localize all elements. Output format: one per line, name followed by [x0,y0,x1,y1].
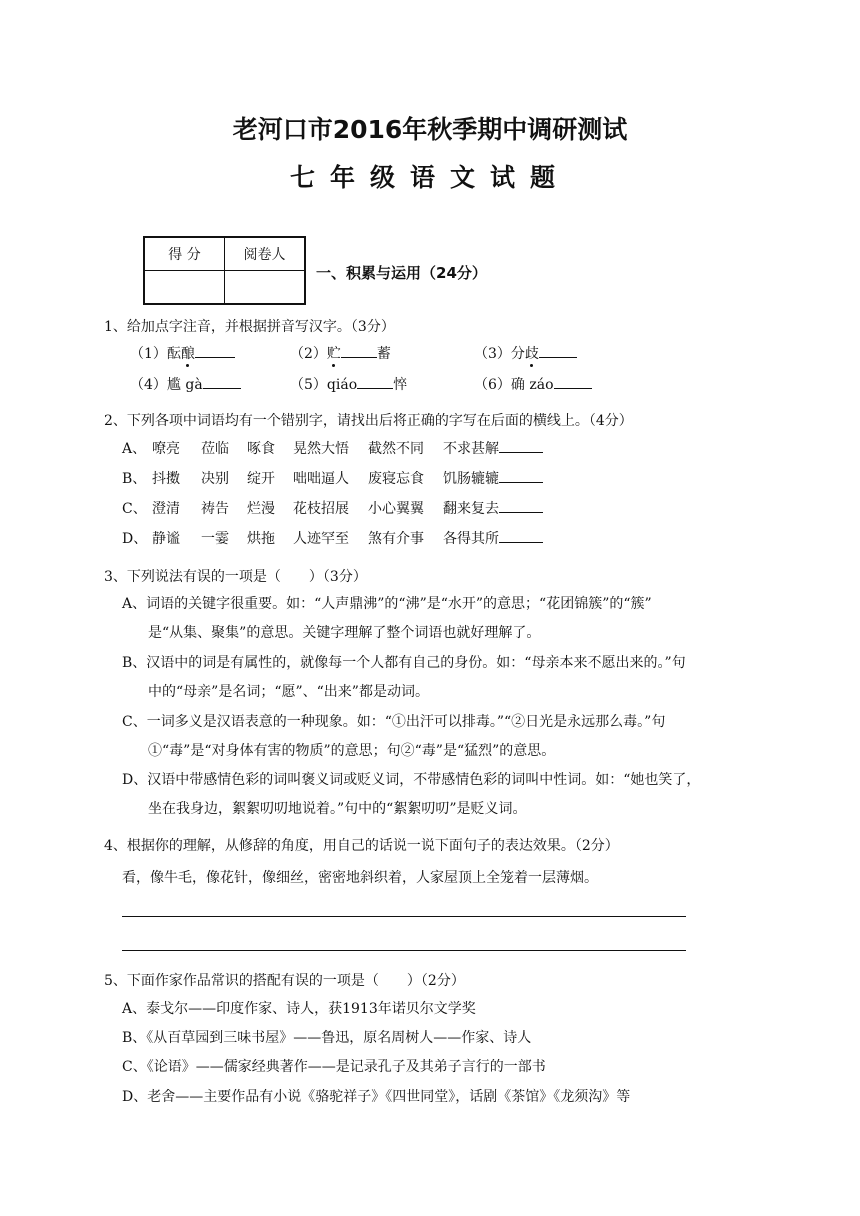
word: 一霎 [201,531,229,547]
answer-blank[interactable] [499,468,543,483]
word: 废寝忘食 [368,471,424,487]
q1-item-2 [290,343,391,363]
q5-option: C、《论语》——儒家经典著作——是记录孔子及其弟子言行的一部书 [122,1059,546,1075]
q3-line: 是“从集、聚集”的意思。关键字理解了整个词语也就好理解了。 [148,625,541,641]
word: 各得其所 [443,531,499,547]
item-number: （5） [290,377,327,393]
answer-blank[interactable] [203,374,241,389]
word: 小心翼翼 [368,501,424,517]
q4-sentence: 看，像牛毛，像花针，像细丝，密密地斜织着，人家屋顶上全笼着一层薄烟。 [122,870,598,886]
word: 花枝招展 [293,501,349,517]
word: 烘拖 [247,531,275,547]
word: 翻来复去 [443,501,499,517]
word: 抖擞 [152,471,180,487]
item-text: 酝 [166,346,181,362]
answer-blank[interactable] [195,343,235,358]
q2-option-b [122,468,543,488]
q3-line: A、词语的关键字很重要。如：“人声鼎沸”的“沸”是“水开”的意思；“花团锦簇”的“簇” [122,596,652,612]
option-label: B、 [122,471,147,487]
q5-option: B、《从百草园到三味书屋》——鲁迅，原名周树人——作家、诗人 [122,1030,532,1046]
q1-item-3 [474,343,577,363]
word: 静谧 [152,531,180,547]
section-heading: 一、积累与运用（24分） [316,264,487,282]
word: 澄清 [152,501,180,517]
option-label: D、 [122,531,148,547]
word: 烂漫 [247,501,275,517]
word: 咄咄逼人 [293,471,349,487]
word: 人迹罕至 [293,531,349,547]
word: 饥肠辘辘 [443,471,499,487]
q5-stem: 5、下面作家作品常识的搭配有误的一项是（ ）（2分） [104,973,465,989]
item-number: （6） [474,377,511,393]
grader-cell [225,271,306,305]
q1-item-1 [130,343,235,363]
word: 莅临 [201,441,229,457]
dotted-char: 歧 [525,343,539,363]
q1-item-5 [290,374,407,394]
item-text: 确 záo [510,377,554,393]
q1-item-4 [130,374,241,394]
q5-option: A、泰戈尔——印度作家、诗人，获1913年诺贝尔文学奖 [122,1001,476,1017]
q3-line: B、汉语中的词是有属性的，就像每一个人都有自己的身份。如：“母亲本来不愿出来的。”句 [122,655,686,671]
q5-option: D、老舍——主要作品有小说《骆驼祥子》《四世同堂》，话剧《茶馆》《龙须沟》等 [122,1089,631,1105]
q2-option-c [122,498,543,518]
item-text: 分 [510,346,525,362]
answer-blank[interactable] [499,528,543,543]
item-number: （3） [474,346,511,362]
item-text: 悴 [393,377,408,393]
q2-option-d [122,528,543,548]
word: 绽开 [247,471,275,487]
score-cell [144,271,225,305]
option-label: A、 [122,441,147,457]
word: 啄食 [247,441,275,457]
q1-stem: 1、给加点字注音，并根据拼音写汉字。（3分） [104,319,395,335]
score-table [143,236,306,305]
word: 决别 [201,471,229,487]
answer-blank[interactable] [341,343,377,358]
option-label: C、 [122,501,147,517]
answer-blank[interactable] [357,374,393,389]
q3-line: C、一词多义是汉语表意的一种现象。如：“①出汗可以排毒。”“②日光是永远那么毒。”句 [122,714,666,730]
item-number: （1） [130,346,167,362]
q3-line: 中的“母亲”是名词；“愿”、“出来”都是动词。 [148,684,429,700]
item-text: qiáo [326,377,358,393]
score-header: 得 分 [144,237,225,271]
answer-blank[interactable] [554,374,592,389]
word: 嘹亮 [152,441,180,457]
item-number: （4） [130,377,167,393]
answer-line[interactable] [122,916,686,917]
exam-subtitle: 七年级语文试题 [289,163,570,192]
dotted-char: 酿 [181,343,195,363]
q2-option-a [122,438,543,458]
word: 煞有介事 [368,531,424,547]
q4-stem: 4、根据你的理解，从修辞的角度，用自己的话说一说下面句子的表达效果。（2分） [104,838,619,854]
word: 祷告 [201,501,229,517]
word: 晃然大悟 [293,441,349,457]
item-text: 蓄 [376,346,391,362]
answer-blank[interactable] [539,343,577,358]
answer-blank[interactable] [499,498,543,513]
word: 截然不同 [368,441,424,457]
item-text: 尴 gà [166,377,203,393]
q3-line: D、汉语中带感情色彩的词叫褒义词或贬义词，不带感情色彩的词叫中性词。如：“她也笑了， [122,772,701,788]
dotted-char: 贮 [327,343,341,363]
word: 不求甚解 [443,441,499,457]
q2-stem: 2、下列各项中词语均有一个错别字，请找出后将正确的字写在后面的横线上。（4分） [104,413,633,429]
grader-header: 阅卷人 [225,237,306,271]
q3-stem: 3、下列说法有误的一项是（ ）（3分） [104,569,367,585]
exam-title: 老河口市2016年秋季期中调研测试 [232,115,628,144]
item-number: （2） [290,346,327,362]
q3-line: ①“毒”是“对身体有害的物质”的意思；句②“毒”是“猛烈”的意思。 [148,743,556,759]
answer-line[interactable] [122,950,686,951]
q1-item-6 [474,374,592,394]
answer-blank[interactable] [499,438,543,453]
q3-line: 坐在我身边，絮絮叨叨地说着。”句中的“絮絮叨叨”是贬义词。 [148,801,527,817]
